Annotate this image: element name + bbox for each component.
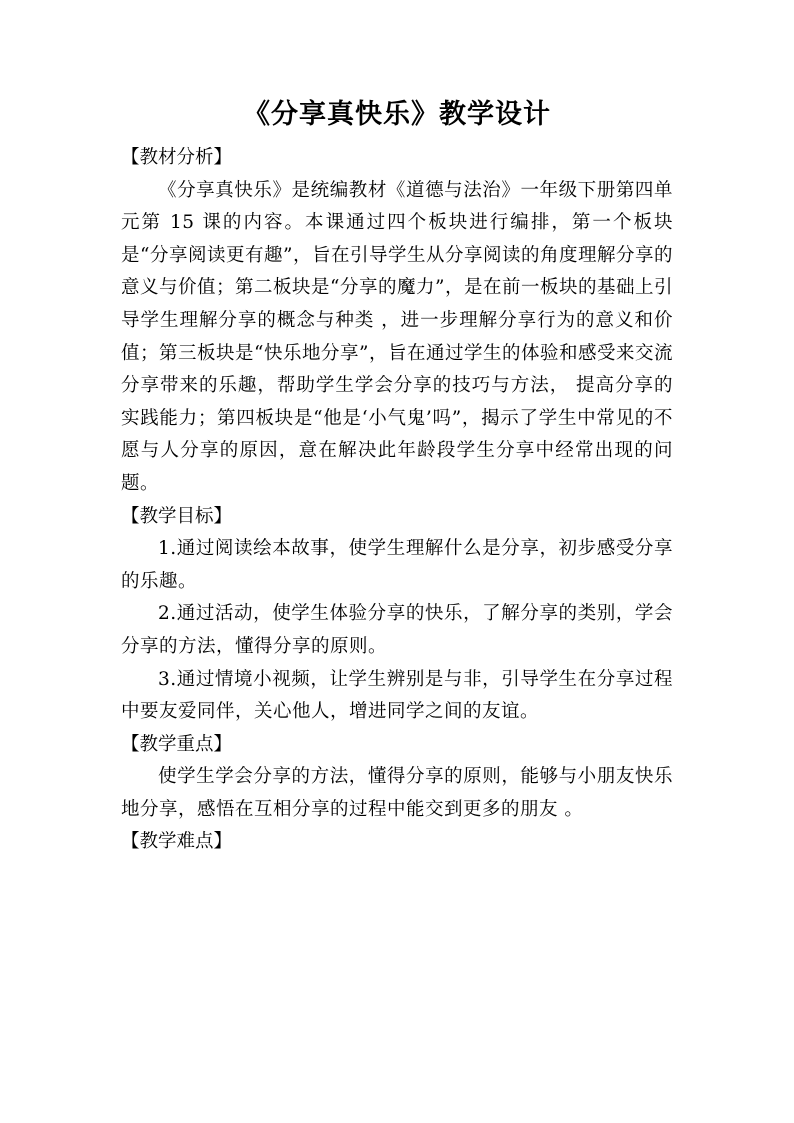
objective-item: 3.通过情境小视频，让学生辨别是与非，引导学生在分享过程中要友爱同伴，关心他人，增进同学之间的友谊。 (121, 668, 673, 723)
document-title: 《分享真快乐》教学设计 (243, 99, 551, 130)
section-teaching-objectives (121, 501, 673, 729)
section-teaching-difficulties (121, 826, 673, 859)
section-teaching-key-points (121, 729, 673, 827)
objective-item: 2.通过活动，使学生体验分享的快乐，了解分享的类别，学会分享的方法，懂得分享的原则。 (121, 603, 673, 657)
section-heading: 【教材分析】 (121, 147, 233, 168)
section-heading: 【教学难点】 (121, 831, 233, 853)
section-heading: 【教学目标】 (121, 505, 233, 527)
document-body (121, 142, 673, 859)
paragraph: 《分享真快乐》是统编教材《道德与法治》一年级下册第四单元第 15 课的内容。本课通过四个板块进行编排，第一个板块是“分享阅读更有趣”，旨在引导学生从分享阅读的角度理解分享的意义与价值；第二板块是“分享的魔力”，是在前一板块的基础上引导学生理解分享的概念与种类 ，进一步理解分享行为的意义和价值；第三板块是“快乐地分享”，旨在通过学生的体验和感受来交流分享带来的乐趣，帮助学生学会分享的技巧与方法， 提高分享的实践能力；第四板块是“他是‘小气鬼’吗”，揭示了学生中常见的不愿与人分享的原因，意在解决此年龄段学生分享中经常出现的问题。 (121, 179, 673, 494)
paragraph: 使学生学会分享的方法，懂得分享的原则，能够与小朋友快乐地分享，感悟在互相分享的过程中能交到更多的朋友 。 (121, 766, 673, 820)
section-teaching-material-analysis (121, 142, 673, 501)
section-heading: 【教学重点】 (121, 733, 233, 755)
objective-item: 1.通过阅读绘本故事，使学生理解什么是分享，初步感受分享的乐趣。 (121, 538, 673, 592)
